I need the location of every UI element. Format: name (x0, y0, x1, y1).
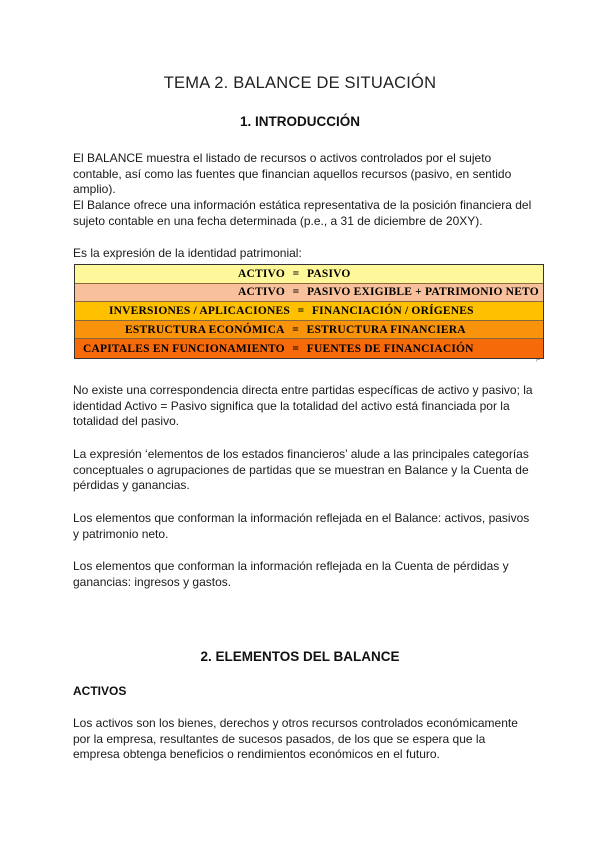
subheading-activos: ACTIVOS (73, 684, 127, 698)
paragraph-pyg-elements: Los elementos que conforman la información reflejada en la Cuenta de pérdidas y ganancias: ingresos y gastos. (73, 559, 509, 589)
paragraph-elements-definition: La expresión ‘elementos de los estados financieros’ alude a las principales categorías conceptuales o agrupaciones de partidas que se muestran en Balance y la Cuenta de pérdidas y ganancias. (73, 447, 529, 492)
paragraph-balance-elements: Los elementos que conforman la información reflejada en el Balance: activos, pasivos y patrimonio neto. (73, 511, 530, 541)
paragraph-no-correspondence: No existe una correspondencia directa entre partidas específicas de activo y pasivo; la identidad Activo = Pasivo significa que la totalidad del activo está financiada por la totalidad del pasivo. (73, 383, 533, 428)
identity-equals: = (292, 323, 299, 336)
paragraph-activos-definition: Los activos son los bienes, derechos y otros recursos controlados económicamente por la empresa, resultantes de sucesos pasados, de los que se espera que la empresa obtenga beneficios o rendimientos económicos en el futuro. (73, 716, 518, 761)
identity-equals: = (292, 342, 300, 355)
section-heading-elementos: 2. ELEMENTOS DEL BALANCE (200, 649, 400, 664)
identity-left: INVERSIONES / APLICACIONES (109, 304, 290, 317)
document-title: TEMA 2. BALANCE DE SITUACIÓN (163, 74, 437, 92)
identity-equals: = (292, 267, 300, 280)
identity-left: CAPITALES EN FUNCIONAMIENTO (83, 342, 285, 355)
patrimonial-identity-table (74, 264, 544, 359)
identity-right: FUENTES DE FINANCIACIÓN (306, 342, 474, 355)
identity-row (75, 265, 543, 284)
identity-equals: = (297, 304, 305, 317)
identity-row (75, 321, 543, 340)
identity-left: ESTRUCTURA ECONÓMICA (125, 323, 285, 336)
identity-row (75, 339, 543, 358)
identity-row (75, 302, 543, 321)
identity-right: PASIVO EXIGIBLE + PATRIMONIO NETO (306, 286, 539, 299)
identity-left: ACTIVO (238, 286, 285, 299)
identity-left: ACTIVO (238, 267, 285, 280)
paragraph-balance-static-info: El Balance ofrece una información estática representativa de la posición financiera del sujeto contable en una fecha determinada (p.e., a 31 de diciembre de 20XY). (73, 198, 532, 228)
identity-right: PASIVO (306, 267, 351, 280)
identity-right: ESTRUCTURA FINANCIERA (306, 323, 466, 336)
identity-row (75, 284, 543, 303)
identity-right: FINANCIACIÓN / ORÍGENES (311, 304, 474, 317)
section-heading-introduccion: 1. INTRODUCCIÓN (239, 114, 360, 129)
identity-equals: = (292, 286, 300, 299)
paragraph-identity-intro: Es la expresión de la identidad patrimonial: (73, 246, 302, 260)
paragraph-balance-definition: El BALANCE muestra el listado de recursos o activos controlados por el sujeto contable, así como las fuentes que financian aquellos recursos (pasivo, en sentido amplio). (73, 151, 512, 196)
table-corner-mark: ⌐ (536, 357, 541, 364)
